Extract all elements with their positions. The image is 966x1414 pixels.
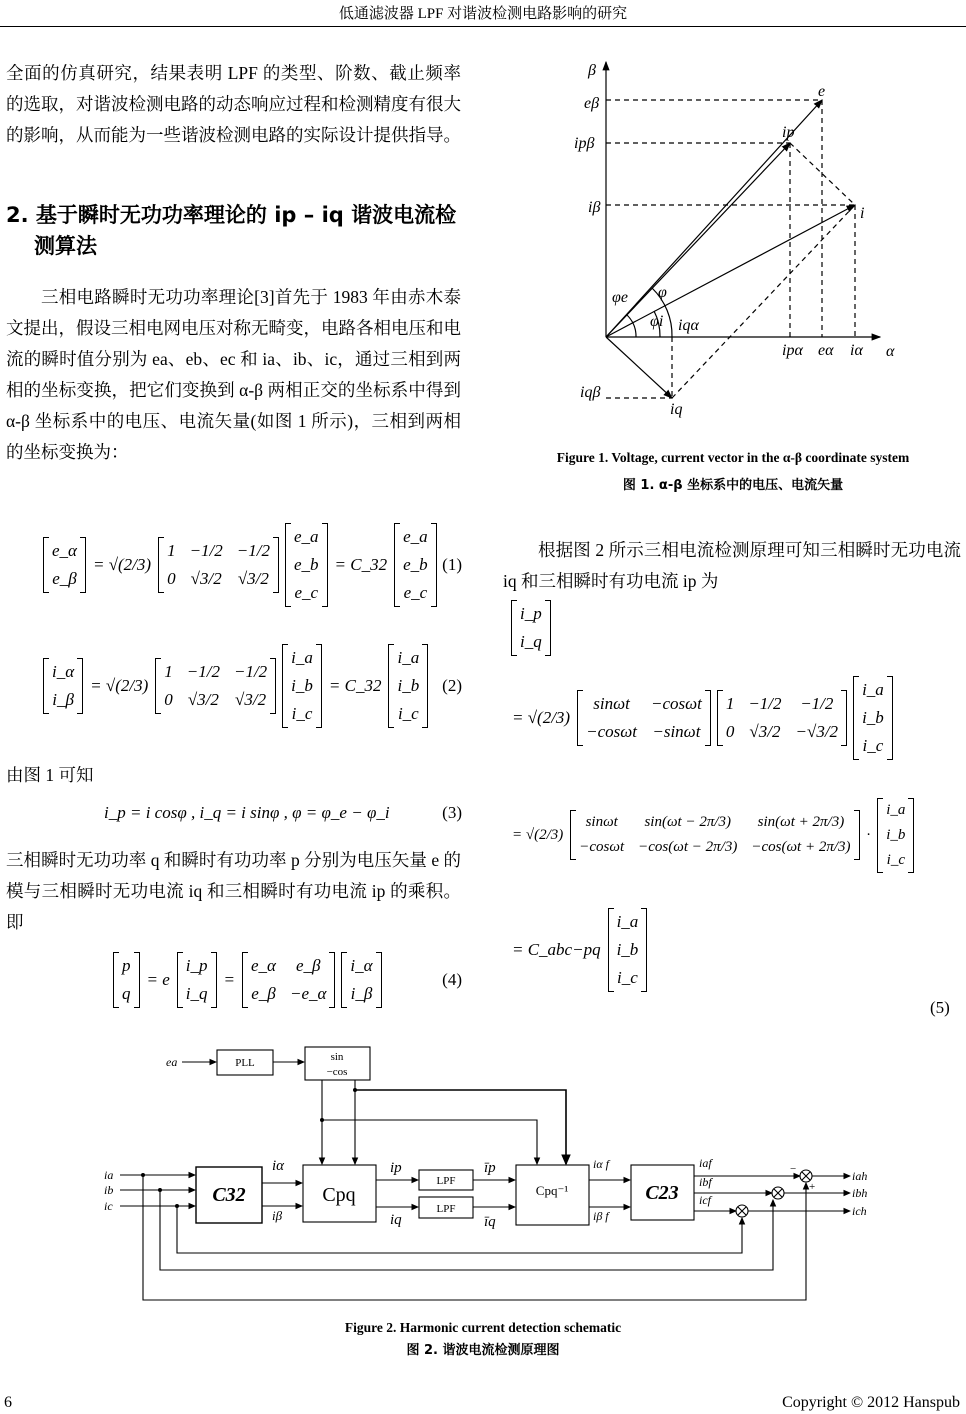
label-beta: β <box>588 62 596 79</box>
label-i-beta: iβ <box>588 199 601 216</box>
figure-1-caption-zh: 图 1. α-β 坐标系中的电压、电流矢量 <box>622 478 844 493</box>
equation-3-body <box>100 803 394 823</box>
figure-2-caption-en: Figure 2. Harmonic current detection schematic <box>344 1320 622 1335</box>
signal-i-alpha: iα <box>272 1158 285 1174</box>
matrix <box>717 690 847 746</box>
matrix-cell: i_a <box>291 648 313 667</box>
matrix-cell: e_β <box>251 984 276 1003</box>
page-number: 6 <box>4 1394 12 1411</box>
label-phi-i: φi <box>650 313 664 330</box>
equation-1-number: (1) <box>442 555 462 574</box>
matrix <box>341 952 381 1008</box>
label-i-palpha: ipα <box>782 342 803 359</box>
equation-text: = √(2/3) <box>512 826 564 843</box>
equation-2-body <box>40 644 431 728</box>
matrix-cell: 0 <box>167 569 176 588</box>
matrix-cell: sin(ωt − 2π/3) <box>644 814 732 830</box>
equation-text: = √(2/3) <box>92 555 152 574</box>
matrix-cell: −cosωt <box>586 722 637 741</box>
matrix <box>394 523 437 607</box>
signal-e-a: ea <box>166 1055 178 1069</box>
equation-1-body <box>40 523 440 607</box>
matrix-cell: 1 <box>725 694 735 713</box>
sum-a-plus: + <box>809 1181 816 1193</box>
matrix-cell: i_b <box>291 676 313 695</box>
figure-1-vector-diagram <box>0 0 966 440</box>
matrix-cell: i_a <box>886 801 906 818</box>
matrix <box>608 908 648 992</box>
signal-i-p-bar: īp <box>484 1160 496 1176</box>
matrix-cell: e_b <box>403 555 428 574</box>
matrix-cell: i_q <box>520 632 542 651</box>
equation-5-lhs-body <box>508 600 554 656</box>
lpf-1-label: LPF <box>436 1175 456 1187</box>
signal-i-b: ib <box>104 1183 114 1197</box>
matrix-cell: −1/2 <box>748 694 782 713</box>
equation-4-number: (4) <box>442 970 462 989</box>
equation-text: = C_32 <box>334 555 388 574</box>
matrix-cell: −cosωt <box>650 694 702 713</box>
equation-text: = e <box>146 970 170 989</box>
pll-label: PLL <box>235 1057 255 1069</box>
matrix-cell: i_a <box>397 648 420 667</box>
power-text: 三相瞬时无功功率 q 和瞬时有功功率 p 分别为电压矢量 e 的模与三相瞬时无功电流 iq 和三相瞬时有功电流 ip 的乘积。即 <box>6 850 461 932</box>
matrix <box>242 952 335 1008</box>
matrix-cell: i_p <box>185 956 208 975</box>
matrix-cell: e_β <box>52 569 77 588</box>
matrix-cell: 1 <box>164 662 173 681</box>
figure-1-caption-en: Figure 1. Voltage, current vector in the α-β coordinate system <box>556 450 910 465</box>
matrix-cell: i_α <box>350 956 373 975</box>
signal-i-p: ip <box>390 1160 402 1176</box>
matrix-cell: i_p <box>520 604 542 623</box>
iq-vector <box>606 337 672 398</box>
signal-i-bh: ibh <box>852 1186 868 1200</box>
matrix-cell: i_c <box>886 851 905 868</box>
i-vector <box>606 205 855 337</box>
matrix <box>388 644 428 728</box>
matrix <box>570 810 859 860</box>
signal-i-c: ic <box>104 1199 113 1213</box>
copyright: Copyright © 2012 Hanspub <box>782 1394 960 1411</box>
equation-4-body <box>110 952 385 1008</box>
matrix <box>282 644 322 728</box>
matrix-cell: i_α <box>52 662 75 681</box>
signal-i-beta: iβ <box>272 1208 283 1223</box>
equation-2 <box>40 636 462 736</box>
c32-label: C32 <box>212 1184 246 1206</box>
matrix-cell: √3/2 <box>187 690 219 709</box>
matrix <box>155 658 276 714</box>
equation-3-number: (3) <box>442 803 462 822</box>
matrix-cell: −1/2 <box>186 662 220 681</box>
matrix-cell: i_b <box>862 708 884 727</box>
equation-text: = √(2/3) <box>512 708 571 727</box>
equation-5-line-2 <box>508 785 917 885</box>
matrix-cell: i_c <box>397 704 419 723</box>
equation-5-line-2-body <box>508 798 917 873</box>
matrix <box>853 676 893 760</box>
label-i-qalpha: iqα <box>678 317 699 334</box>
matrix-cell: 0 <box>164 690 173 709</box>
signal-i-beta-f: iβ f <box>593 1209 609 1223</box>
equation-5-number: (5) <box>930 998 950 1017</box>
equation-1 <box>40 515 462 615</box>
matrix-cell: e_α <box>52 541 77 560</box>
matrix-cell: 0 <box>725 722 735 741</box>
label-e: e <box>818 83 826 100</box>
matrix-cell: −sinωt <box>652 722 701 741</box>
matrix <box>158 537 279 593</box>
matrix-cell: i_c <box>291 704 313 723</box>
matrix-cell: √3/2 <box>235 690 267 709</box>
matrix-cell: i_c <box>617 968 638 987</box>
equation-2-number: (2) <box>442 676 462 695</box>
matrix-cell: −e_α <box>289 984 327 1003</box>
signal-i-af: iaf <box>699 1156 712 1170</box>
matrix-cell: e_α <box>251 956 276 975</box>
equation-text: = C_abc−pq <box>512 940 601 959</box>
power-paragraph <box>6 845 461 938</box>
equation-3 <box>100 798 462 828</box>
label-phi: φ <box>658 284 667 301</box>
matrix-cell: √3/2 <box>749 722 781 741</box>
right-text: 根据图 2 所示三相电流检测原理可知三相瞬时无功电流 iq 和三相瞬时有功电流 ip 为 <box>503 540 961 591</box>
from-fig1-text: 由图 1 可知 <box>6 765 94 785</box>
label-i: i <box>860 205 865 222</box>
phi-e-arc <box>627 315 636 337</box>
sin-label: sin <box>330 1051 344 1063</box>
matrix-cell: −1/2 <box>233 662 268 681</box>
lpf-2-label: LPF <box>436 1203 456 1215</box>
label-e-beta: eβ <box>584 95 600 112</box>
signal-i-cf: icf <box>699 1193 711 1207</box>
matrix-cell: sinωt <box>593 694 630 713</box>
matrix <box>43 537 86 593</box>
matrix-cell: i_β <box>350 984 373 1003</box>
cpq-label: Cpq <box>322 1184 356 1206</box>
ip-vector <box>606 143 790 337</box>
equation-5-line-3-body <box>508 908 650 992</box>
matrix <box>577 690 711 746</box>
matrix-cell: −1/2 <box>800 694 834 713</box>
matrix-cell: −cos(ωt + 2π/3) <box>751 839 851 855</box>
matrix-cell: −1/2 <box>236 541 270 560</box>
running-title: 低通滤波器 LPF 对谐波检测电路影响的研究 <box>338 6 628 22</box>
matrix-cell: √3/2 <box>190 569 222 588</box>
matrix-cell: sinωt <box>585 814 618 830</box>
matrix-cell: e_a <box>293 527 319 546</box>
label-i-alpha: iα <box>850 342 863 359</box>
equation-text: = C_32 <box>328 676 382 695</box>
sum-a-minus: − <box>790 1163 797 1175</box>
equation-text: = <box>223 970 235 989</box>
label-phi-e: φe <box>612 289 628 306</box>
label-e-alpha: eα <box>818 342 834 359</box>
matrix-cell: i_β <box>52 690 74 709</box>
signal-i-a: ia <box>104 1168 114 1182</box>
matrix-cell: 1 <box>167 541 176 560</box>
label-i-p: ip <box>782 124 795 141</box>
label-i-q: iq <box>670 401 683 418</box>
signal-i-ah: iah <box>852 1169 868 1183</box>
signal-i-q: iq <box>390 1212 402 1228</box>
matrix-cell: q <box>122 984 131 1003</box>
neg-cos-label: −cos <box>326 1066 348 1078</box>
equation-text: i_p = i cosφ , i_q = i sinφ , φ = φ_e − φ_i <box>104 803 390 822</box>
matrix <box>43 658 83 714</box>
c23-label: C23 <box>645 1182 679 1204</box>
matrix-cell: i_q <box>185 984 208 1003</box>
right-paragraph <box>503 535 961 597</box>
label-i-pbeta: ipβ <box>574 135 595 152</box>
equation-4 <box>110 950 462 1010</box>
matrix-cell: i_c <box>862 736 884 755</box>
matrix-cell: e_c <box>403 583 428 602</box>
figure-2-block-diagram <box>0 1030 966 1315</box>
matrix-cell: i_b <box>886 826 906 843</box>
cpq-inverse-label: Cpq⁻¹ <box>535 1183 569 1198</box>
signal-i-ch: ich <box>852 1204 867 1218</box>
equation-5-lhs <box>508 598 554 658</box>
matrix-cell: i_b <box>397 676 420 695</box>
matrix-cell: √3/2 <box>237 569 269 588</box>
matrix-cell: e_β <box>295 956 321 975</box>
matrix-cell: e_c <box>294 583 319 602</box>
matrix <box>877 798 914 873</box>
equation-5-line-1 <box>508 668 896 768</box>
matrix <box>113 952 140 1008</box>
label-alpha: α <box>886 343 895 360</box>
matrix <box>177 952 217 1008</box>
intro-text: 全面的仿真研究，结果表明 LPF 的类型、阶数、截止频率的选取，对谐波检测电路的动态响应过程和检测精度有很大的影响，从而能为一些谐波检测电路的实际设计提供指导。 <box>6 63 461 145</box>
equation-5-line-3 <box>508 905 650 995</box>
signal-i-alpha-f: iα f <box>593 1157 609 1171</box>
matrix-cell: e_a <box>403 527 428 546</box>
matrix-cell: −1/2 <box>189 541 223 560</box>
equation-text: · <box>866 826 871 843</box>
signal-i-q-bar: īq <box>484 1214 496 1230</box>
matrix-cell: p <box>122 956 131 975</box>
signal-i-bf: ibf <box>699 1175 712 1189</box>
matrix <box>285 523 328 607</box>
theory-text: 三相电路瞬时无功功率理论[3]首先于 1983 年由赤木泰文提出，假设三相电网电压对称无畸变，电路各相电压和电流的瞬时值分别为 ea、eb、ec 和 ia、ib、ic，通过三相到两相的坐标变换，把它们变换到 α-β 两相正交的坐标系中得到 α-β 坐标系中的电压、电流矢量(如图 1 所示)，三相到两相的坐标变换为： <box>6 287 461 462</box>
figure-2-caption-zh: 图 2. 谐波电流检测原理图 <box>406 1343 560 1358</box>
matrix-cell: −cosωt <box>579 839 625 855</box>
equation-5-line-1-body <box>508 676 896 760</box>
matrix-cell: −cos(ωt − 2π/3) <box>638 839 738 855</box>
matrix-cell: sin(ωt + 2π/3) <box>757 814 845 830</box>
matrix-cell: −√3/2 <box>795 722 839 741</box>
equation-text: = √(2/3) <box>90 676 149 695</box>
matrix-cell: i_b <box>616 940 639 959</box>
matrix-cell: i_a <box>616 912 639 931</box>
matrix <box>511 600 551 656</box>
matrix-cell: i_a <box>862 680 884 699</box>
label-i-qbeta: iqβ <box>580 384 601 401</box>
matrix-cell: e_b <box>293 555 319 574</box>
section-heading: 2. 基于瞬时无功功率理论的 ip – iq 谐波电流检测算法 <box>6 203 457 258</box>
